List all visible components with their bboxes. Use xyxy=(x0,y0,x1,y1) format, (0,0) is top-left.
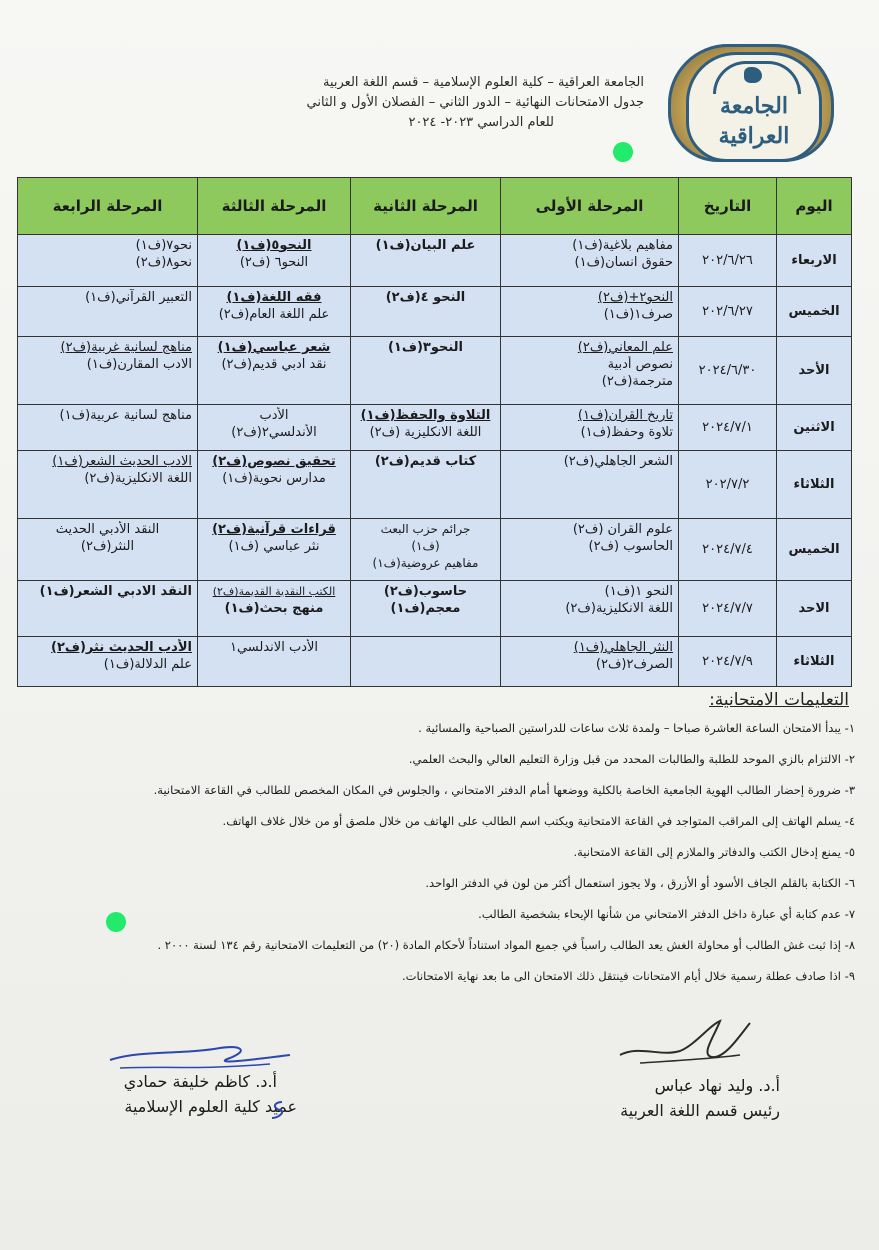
instructions-title: التعليمات الامتحانية: xyxy=(709,690,849,710)
subject: الادب المقارن(ف١) xyxy=(86,357,192,372)
subject: (ف١) xyxy=(411,539,440,553)
document-header xyxy=(214,73,644,133)
signatory-name: أ.د. وليد نهاد عباس xyxy=(654,1076,780,1095)
header-cell-day: اليوم xyxy=(777,178,852,235)
table-row xyxy=(18,519,852,581)
subject: النثر الجاهلي(ف١) xyxy=(573,640,673,655)
stage-2-cell xyxy=(351,519,501,581)
green-marker-dot xyxy=(106,912,126,932)
header-line-2: جدول الامتحانات النهائية – الدور الثاني – الفصلان الأول و الثاني xyxy=(306,95,644,110)
subject: قراءات قرآنية(ف٢) xyxy=(212,522,336,537)
stage-1-cell xyxy=(501,405,679,451)
list-item: ٩- اذا صادف عطلة رسمية خلال أيام الامتحانات فينتقل ذلك الامتحان الى ما بعد نهاية الامتحانات. xyxy=(401,969,855,983)
day-cell: الاثنين xyxy=(777,405,852,451)
stage-1-cell xyxy=(501,235,679,287)
subject: مفاهيم بلاغية(ف١) xyxy=(572,238,673,253)
day-cell: الثلاثاء xyxy=(777,451,852,519)
list-item: ٣- ضرورة إحضار الطالب الهوية الجامعية الخاصة بالكلية ووضعها أمام الدفتر الامتحاني ، والجلوس في المكان المخصص للطالب في القاعة الامتحانية. xyxy=(153,783,855,797)
stage-1-cell xyxy=(501,519,679,581)
day-cell: الثلاثاء xyxy=(777,637,852,687)
subject: صرف١(ف١) xyxy=(603,307,673,322)
subject: النحو٥(ف١) xyxy=(236,238,312,253)
subject: كتاب قديم(ف٢) xyxy=(374,454,477,469)
header-cell-date: التاريخ xyxy=(679,178,777,235)
subject: النحو٢+(ف٢) xyxy=(597,290,673,305)
stage-2-cell xyxy=(351,235,501,287)
subject: نقد ادبي قديم(ف٢) xyxy=(221,357,327,372)
stage-3-cell xyxy=(198,519,351,581)
header-cell-stage-2: المرحلة الثانية xyxy=(351,178,501,235)
list-item: ٨- إذا ثبت غش الطالب أو محاولة الغش يعد الطالب راسباً في جميع المواد استناداً لأحكام المادة (٢٠) من التعليمات الامتحانية رقم ١٣٤ لسنة ٢٠٠٠ . xyxy=(157,938,855,952)
stage-1-cell xyxy=(501,637,679,687)
subject: جرائم حزب البعث xyxy=(380,522,471,536)
subject: منهج بحث(ف١) xyxy=(224,601,324,616)
subject: الكتب النقدية القديمة(ف٢) xyxy=(212,585,336,598)
subject: الحاسوب (ف٢) xyxy=(588,539,673,554)
date-cell: ٢٠٢/٦/٢٦ xyxy=(679,235,777,287)
stage-2-cell xyxy=(351,637,501,687)
subject: علم الدلالة(ف١) xyxy=(103,657,192,672)
stage-3-cell xyxy=(198,337,351,405)
stage-4-cell xyxy=(18,405,198,451)
stage-2-cell xyxy=(351,337,501,405)
subject: تاريخ القران(ف١) xyxy=(577,408,673,423)
list-item: ٤- يسلم الهاتف إلى المراقب المتواجد في القاعة الامتحانية ويكتب اسم الطالب على الهاتف من خلال ملصق أو من خلال غلاف الهاتف. xyxy=(222,814,855,828)
subject: النحو٦ (ف٢) xyxy=(239,255,309,270)
stage-1-cell xyxy=(501,337,679,405)
stage-2-cell xyxy=(351,287,501,337)
exam-schedule-table xyxy=(17,177,852,687)
subject: مترجمة(ف٢) xyxy=(601,374,673,389)
stage-2-cell xyxy=(351,451,501,519)
stage-1-cell xyxy=(501,451,679,519)
stage-2-cell xyxy=(351,581,501,637)
subject: نصوص أدبية xyxy=(607,357,673,372)
subject: شعر عباسي(ف١) xyxy=(217,340,331,355)
subject: مفاهيم عروضية(ف١) xyxy=(372,556,479,570)
stage-1-cell xyxy=(501,581,679,637)
subject: النثر(ف٢) xyxy=(80,539,135,554)
stage-4-cell xyxy=(18,337,198,405)
subject: النحو٣(ف١) xyxy=(387,340,464,355)
logo-text-line1: الجامعة xyxy=(720,93,788,119)
subject: مدارس نحوية(ف١) xyxy=(222,471,326,486)
subject: الصرف٢(ف٢) xyxy=(595,657,673,672)
subject: فقه اللغة(ف١) xyxy=(226,290,322,305)
date-cell: ٢٠٢/٧/٢ xyxy=(679,451,777,519)
day-cell: الاربعاء xyxy=(777,235,852,287)
subject: معجم(ف١) xyxy=(390,601,461,616)
day-cell: الخميس xyxy=(777,519,852,581)
signatory-title: عميد كلية العلوم الإسلامية xyxy=(124,1097,297,1116)
date-cell: ٢٠٢٤/٧/١ xyxy=(679,405,777,451)
signature-scribble-right xyxy=(600,1015,770,1075)
header-cell-stage-4: المرحلة الرابعة xyxy=(18,178,198,235)
stage-2-cell xyxy=(351,405,501,451)
subject: علم المعاني(ف٢) xyxy=(577,340,673,355)
stage-3-cell xyxy=(198,287,351,337)
subject: نحو٨(ف٢) xyxy=(135,255,192,270)
stage-3-cell xyxy=(198,405,351,451)
logo-emblem xyxy=(686,52,822,162)
table-row xyxy=(18,451,852,519)
subject: النحو ٤(ف٢) xyxy=(385,290,466,305)
subject: التعبير القرآني(ف١) xyxy=(85,290,192,305)
stage-3-cell xyxy=(198,637,351,687)
subject: اللغة الانكليزية (ف٢) xyxy=(369,425,482,440)
signatory-title: رئيس قسم اللغة العربية xyxy=(620,1101,780,1120)
subject: علم اللغة العام(ف٢) xyxy=(218,307,330,322)
stage-4-cell xyxy=(18,235,198,287)
table-row xyxy=(18,637,852,687)
subject: الأدب xyxy=(259,408,289,423)
date-cell: ٢٠٢٤/٦/٣٠ xyxy=(679,337,777,405)
day-cell: الخميس xyxy=(777,287,852,337)
table-row xyxy=(18,581,852,637)
green-marker-dot xyxy=(613,142,633,162)
header-line-3: للعام الدراسي ٢٠٢٣- ٢٠٢٤ xyxy=(408,115,554,130)
table-header-row xyxy=(18,178,852,235)
stage-1-cell xyxy=(501,287,679,337)
list-item: ٧- عدم كتابة أي عبارة داخل الدفتر الامتحاني من شأنها الإيحاء بشخصية الطالب. xyxy=(478,907,855,921)
list-item: ٢- الالتزام بالزي الموحد للطلبة والطالبات المحدد من قبل وزارة التعليم العالي والبحث العلمي. xyxy=(408,752,855,766)
subject: النقد الأدبي الحديث xyxy=(55,522,160,537)
stage-3-cell xyxy=(198,235,351,287)
date-cell: ٢٠٢٤/٧/٧ xyxy=(679,581,777,637)
subject: تلاوة وحفظ(ف١) xyxy=(580,425,673,440)
table-row xyxy=(18,235,852,287)
list-item: ٦- الكتابة بالقلم الجاف الأسود أو الأزرق ، ولا يجوز استعمال أكثر من لون في الدفتر الواحد. xyxy=(425,876,855,890)
subject: مناهج لسانية غربية(ف٢) xyxy=(60,340,192,355)
header-cell-stage-3: المرحلة الثالثة xyxy=(198,178,351,235)
header-line-1: الجامعة العراقية – كلية العلوم الإسلامية – قسم اللغة العربية xyxy=(323,75,644,90)
university-logo xyxy=(668,44,834,162)
subject: تحقيق نصوص(ف٢) xyxy=(212,454,336,469)
date-cell: ٢٠٢/٦/٢٧ xyxy=(679,287,777,337)
signature-block-right xyxy=(560,1076,780,1120)
list-item: ١- يبدأ الامتحان الساعة العاشرة صباحا – ولمدة ثلاث ساعات للدراستين الصباحية والمسائية . xyxy=(418,721,855,735)
iraq-map-icon xyxy=(744,67,762,83)
signature-block-left xyxy=(27,1072,297,1116)
header-cell-stage-1: المرحلة الأولى xyxy=(501,178,679,235)
stage-4-cell xyxy=(18,637,198,687)
signatory-name: أ.د. كاظم خليفة حمادي xyxy=(123,1072,277,1091)
stage-3-cell xyxy=(198,581,351,637)
date-cell: ٢٠٢٤/٧/٩ xyxy=(679,637,777,687)
subject: اللغة الانكليزية(ف٢) xyxy=(84,471,192,486)
subject: مناهج لسانية عربية(ف١) xyxy=(59,408,192,423)
day-cell: الاحد xyxy=(777,581,852,637)
date-cell: ٢٠٢٤/٧/٤ xyxy=(679,519,777,581)
day-cell: الأحد xyxy=(777,337,852,405)
stage-4-cell xyxy=(18,451,198,519)
subject: نحو٧(ف١) xyxy=(135,238,192,253)
subject: التلاوة والحفظ(ف١) xyxy=(360,408,491,423)
stage-4-cell xyxy=(18,581,198,637)
instructions-list xyxy=(20,718,855,997)
initial-mark-left xyxy=(268,1098,288,1122)
subject: نثر عباسي (ف١) xyxy=(228,539,320,554)
list-item: ٥- يمنع إدخال الكتب والدفاتر والملازم إلى القاعة الامتحانية. xyxy=(573,845,855,859)
subject: النحو ١(ف١) xyxy=(604,584,673,599)
subject: الادب الحديث الشعر(ف١) xyxy=(52,454,192,469)
subject: حقوق انسان(ف١) xyxy=(574,255,673,270)
logo-text-line2: العراقية xyxy=(718,123,790,149)
subject: علوم القران (ف٢) xyxy=(572,522,673,537)
subject: الأدب الحديث نثر(ف٢) xyxy=(51,640,192,655)
table-row xyxy=(18,287,852,337)
subject: الأندلسي٢(ف٢) xyxy=(231,425,317,440)
subject: الأدب الاندلسي١ xyxy=(229,640,319,655)
subject: حاسوب(ف٢) xyxy=(383,584,468,599)
table-row xyxy=(18,405,852,451)
subject: علم البيان(ف١) xyxy=(375,238,476,253)
stage-4-cell xyxy=(18,519,198,581)
stage-3-cell xyxy=(198,451,351,519)
subject: الشعر الجاهلي(ف٢) xyxy=(563,454,673,469)
subject: اللغة الانكليزية(ف٢) xyxy=(565,601,673,616)
stage-4-cell xyxy=(18,287,198,337)
subject: النقد الادبي الشعر(ف١) xyxy=(39,584,192,599)
table-row xyxy=(18,337,852,405)
